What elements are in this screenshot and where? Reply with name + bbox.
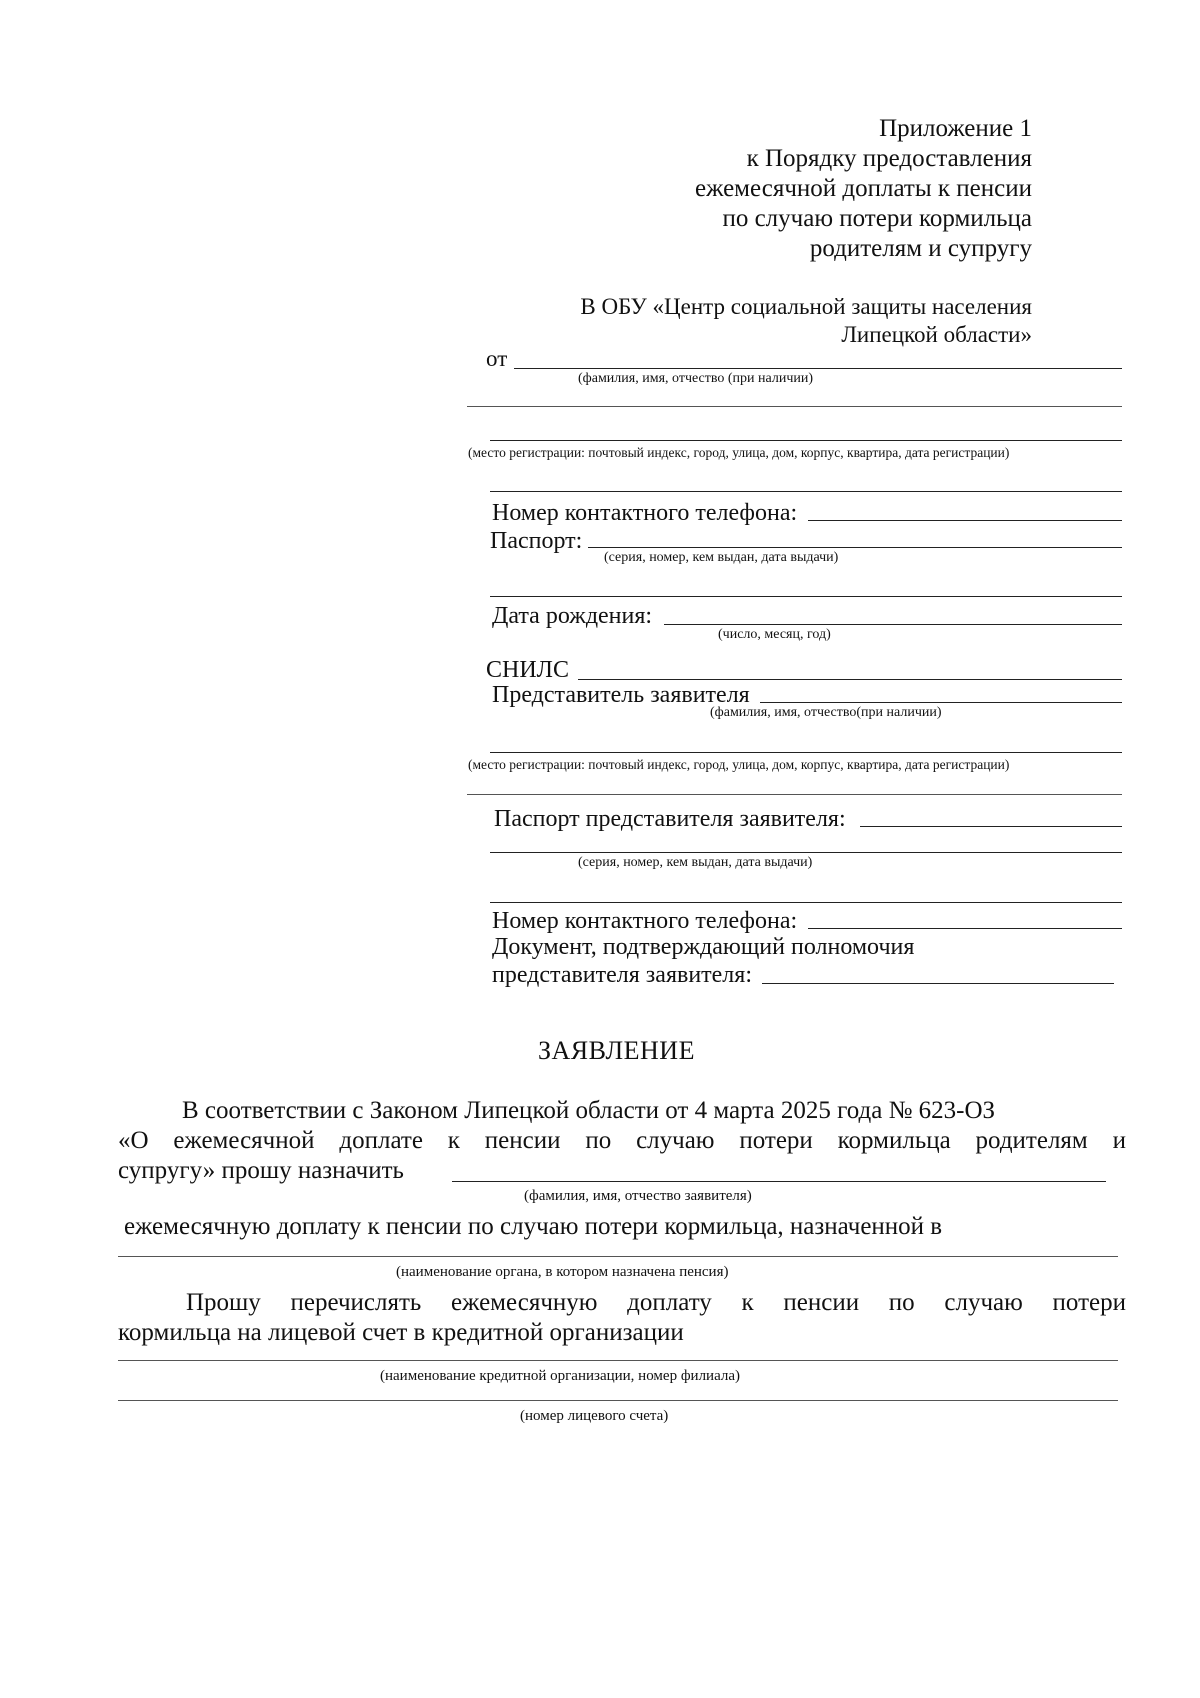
from-label: от	[486, 346, 508, 371]
statement-title: ЗАЯВЛЕНИЕ	[538, 1036, 695, 1065]
statement-p1-line-3: супругу» прошу назначить	[118, 1157, 404, 1184]
account-field-line[interactable]	[118, 1400, 1118, 1401]
representative-fio-field-line[interactable]	[760, 702, 1122, 703]
phone-label: Номер контактного телефона:	[492, 500, 798, 526]
statement-p1-line-4: ежемесячную доплату к пенсии по случаю потери кормильца, назначенной в	[124, 1213, 943, 1240]
phone-field-line[interactable]	[808, 520, 1122, 521]
birth-date-hint: (число, месяц, год)	[718, 627, 831, 642]
representative-passport-field-line[interactable]	[860, 826, 1122, 827]
address-field-line-2[interactable]	[490, 440, 1122, 441]
header-line-2: к Порядку предоставления	[746, 145, 1032, 172]
address-field-line-1[interactable]	[467, 406, 1122, 407]
fio-hint: (фамилия, имя, отчество (при наличии)	[578, 371, 814, 386]
bank-hint: (наименование кредитной организации, номер филиала)	[380, 1368, 741, 1384]
authority-document-label-line-2: представителя заявителя:	[492, 962, 752, 988]
representative-passport-hint: (серия, номер, кем выдан, дата выдачи)	[578, 855, 813, 870]
address-field-line-3[interactable]	[490, 491, 1122, 492]
account-hint: (номер лицевого счета)	[520, 1408, 669, 1424]
authority-document-label-line-1: Документ, подтверждающий полномочия	[492, 934, 915, 960]
representative-address-line-1[interactable]	[490, 752, 1122, 753]
passport-hint: (серия, номер, кем выдан, дата выдачи)	[604, 550, 839, 565]
authority-document-field-line[interactable]	[762, 983, 1114, 984]
pension-organ-hint: (наименование органа, в котором назначена пенсия)	[396, 1264, 729, 1280]
applicant-name-hint: (фамилия, имя, отчество заявителя)	[524, 1188, 752, 1204]
header-line-3: ежемесячной доплаты к пенсии	[695, 175, 1032, 202]
header-line-4: по случаю потери кормильца	[722, 205, 1032, 232]
representative-address-line-2[interactable]	[467, 794, 1122, 795]
snils-label: СНИЛС	[486, 657, 569, 683]
statement-p1-line-1: В соответствии с Законом Липецкой области от 4 марта 2025 года № 623-ОЗ	[182, 1097, 996, 1124]
representative-passport-field-line-3[interactable]	[490, 902, 1122, 903]
statement-p1-line-2: «О ежемесячной доплате к пенсии по случаю потери кормильца родителям и	[118, 1127, 1126, 1154]
header-line-1: Приложение 1	[879, 115, 1032, 142]
passport-field-line-2[interactable]	[490, 596, 1122, 597]
representative-registration-hint: (место регистрации: почтовый индекс, город, улица, дом, корпус, квартира, дата регистрации)	[468, 757, 1010, 772]
statement-p2-line-2: кормильца на лицевой счет в кредитной организации	[118, 1319, 684, 1346]
passport-field-line[interactable]	[588, 547, 1122, 548]
representative-phone-field-line[interactable]	[808, 928, 1122, 929]
birth-date-label: Дата рождения:	[492, 603, 653, 629]
statement-p2-line-1: Прошу перечислять ежемесячную доплату к пенсии по случаю потери	[186, 1289, 1126, 1316]
representative-passport-label: Паспорт представителя заявителя:	[494, 806, 846, 832]
representative-phone-label: Номер контактного телефона:	[492, 908, 798, 934]
representative-label: Представитель заявителя	[492, 682, 750, 708]
header-line-5: родителям и супругу	[809, 235, 1032, 262]
bank-field-line[interactable]	[118, 1360, 1118, 1361]
addressee-line-1: В ОБУ «Центр социальной защиты населения	[580, 294, 1032, 319]
passport-label: Паспорт:	[490, 528, 583, 554]
representative-passport-field-line-2[interactable]	[490, 852, 1122, 853]
birth-date-field-line[interactable]	[664, 624, 1122, 625]
fio-field-line[interactable]	[514, 368, 1122, 369]
representative-fio-hint: (фамилия, имя, отчество(при наличии)	[710, 705, 942, 720]
applicant-name-field-line[interactable]	[452, 1181, 1106, 1182]
addressee-line-2: Липецкой области»	[841, 322, 1032, 347]
registration-hint: (место регистрации: почтовый индекс, город, улица, дом, корпус, квартира, дата регистрации)	[468, 445, 1010, 460]
pension-organ-field-line[interactable]	[118, 1256, 1118, 1257]
